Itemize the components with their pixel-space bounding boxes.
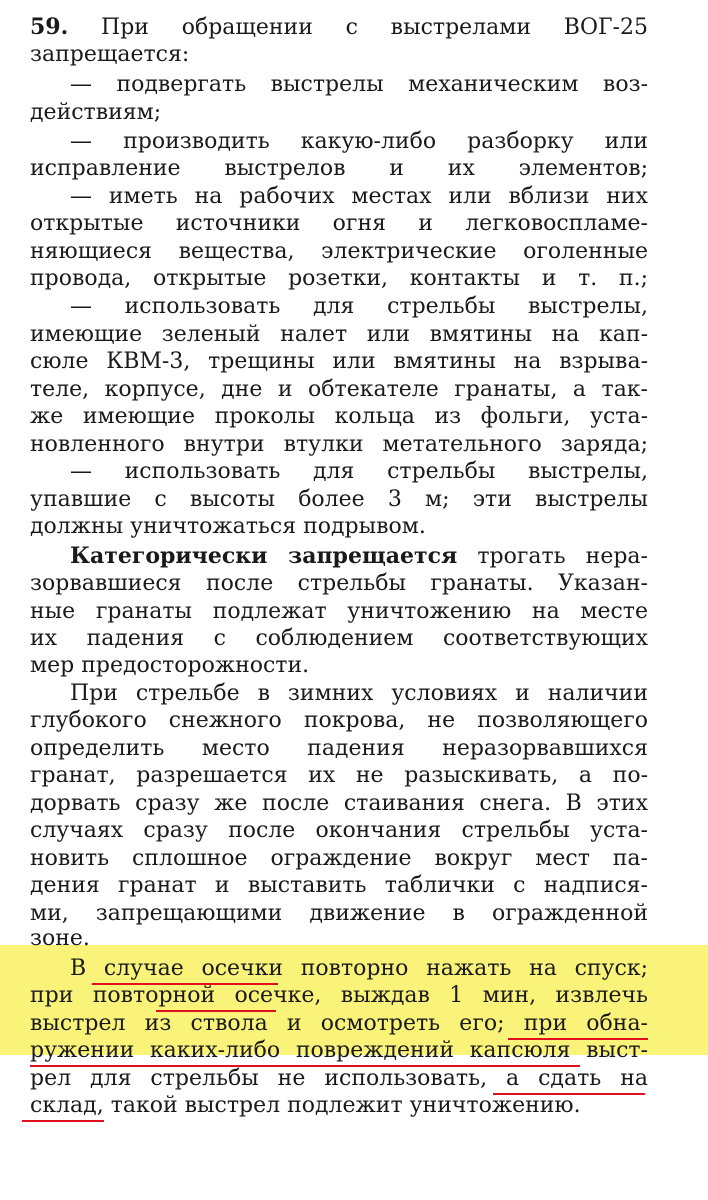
text-line: теле, корпусе, дне и обтекателе гранаты, а так- bbox=[30, 377, 648, 402]
text-line: ми, запрещающими движение в огражденной bbox=[30, 901, 648, 926]
text-line: новленного внутри втулки метательного заряда; bbox=[30, 432, 648, 457]
text-line: При стрельбе в зимних условиях и наличии bbox=[70, 681, 648, 706]
text-line: исправление выстрелов и их элементов; bbox=[30, 156, 648, 181]
text-line: провода, открытые розетки, контакты и т. п.; bbox=[30, 266, 648, 291]
item-number: 59. bbox=[30, 14, 69, 40]
text-line: — подвергать выстрелы механическим воз- bbox=[70, 72, 648, 97]
red-underline bbox=[30, 1065, 580, 1067]
text-line: открытые источники огня и легковоспламе- bbox=[30, 211, 648, 236]
highlighted-text-line: при повторной осечке, выждав 1 мин, извлечь bbox=[30, 983, 648, 1008]
text-line: — использовать для стрельбы выстрелы, bbox=[70, 459, 648, 484]
text-line: упавшие с высоты более 3 м; эти выстрелы bbox=[30, 487, 648, 512]
highlighted-text-line: В случае осечки повторно нажать на спуск; bbox=[70, 956, 648, 981]
highlighted-text-line: ружении каких-либо повреждений капсюля выст- bbox=[30, 1038, 648, 1063]
red-underline bbox=[508, 1038, 648, 1040]
red-underline bbox=[156, 1010, 276, 1012]
text-line: зоне. bbox=[30, 926, 90, 951]
text-line: дения гранат и выставить таблички с надпися- bbox=[30, 873, 648, 898]
text-line: гранат, разрешается их не разыскивать, а по- bbox=[30, 763, 648, 788]
text-line: няющиеся вещества, электрические оголенные bbox=[30, 239, 648, 264]
text-line: сюле КВМ-3, трещины или вмятины на взрыва- bbox=[30, 349, 648, 374]
text-line: — иметь на рабочих местах или вблизи них bbox=[70, 184, 648, 209]
highlighted-text-line: выстрел из ствола и осмотреть его; при обна- bbox=[30, 1011, 648, 1036]
text-line: определить место падения неразорвавшихся bbox=[30, 736, 648, 761]
text-line: их падения с соблюдением соответствующих bbox=[30, 626, 648, 651]
text-line: мер предосторожности. bbox=[30, 653, 310, 678]
text-line: запрещается: bbox=[30, 42, 190, 67]
text-line: случаях сразу после окончания стрельбы уста- bbox=[30, 818, 648, 843]
text-line: 59. При обращении с выстрелами ВОГ-25 bbox=[30, 14, 648, 40]
text-line: ные гранаты подлежат уничтожению на месте bbox=[30, 599, 648, 624]
red-underline bbox=[92, 983, 278, 985]
text-line: зорвавшиеся после стрельбы гранаты. Указан- bbox=[30, 571, 648, 596]
text-line: — производить какую-либо разборку или bbox=[70, 129, 648, 154]
text-line: новить сплошное ограждение вокруг мест па- bbox=[30, 846, 648, 871]
highlighted-text-line: склад, такой выстрел подлежит уничтожению. bbox=[30, 1093, 581, 1118]
text-line: же имеющие проколы кольца из фольги, уста- bbox=[30, 404, 648, 429]
emphasis-text: Категорически запрещается bbox=[70, 543, 458, 569]
highlighted-text-line: рел для стрельбы не использовать, а сдать на bbox=[30, 1066, 648, 1091]
red-underline bbox=[22, 1120, 104, 1122]
text-line: — использовать для стрельбы выстрелы, bbox=[70, 294, 648, 319]
text-line: имеющие зеленый налет или вмятины на кап- bbox=[30, 322, 648, 347]
red-underline bbox=[493, 1093, 645, 1095]
text-line: дорвать сразу же после стаивания снега. В этих bbox=[30, 791, 648, 816]
text-line: глубокого снежного покрова, не позволяющего bbox=[30, 708, 648, 733]
text-line: действиям; bbox=[30, 100, 162, 125]
text-line: Категорически запрещается трогать нера- bbox=[70, 543, 648, 569]
text-line: должны уничтожаться подрывом. bbox=[30, 514, 426, 539]
